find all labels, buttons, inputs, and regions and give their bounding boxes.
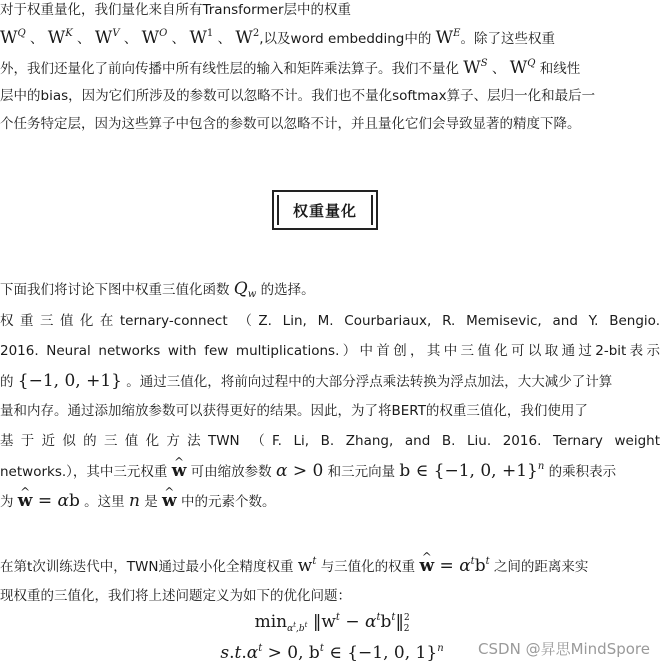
text-line: $W^Q$ 、 $W^K$ 、 $W^V$ 、 $W^O$ 、 $W^1$ 、 $W^2$,以及word embedding中的 $W^E$。除了这些权重 (0, 28, 555, 48)
text-line: 现权重的三值化，我们将上述问题定义为如下的优化问题： (0, 588, 351, 604)
math-ternary-set: {−1, 0, +1} (17, 371, 122, 391)
math-w-q: $W^Q$ (0, 28, 26, 48)
text-line: 外，我们还量化了前向传播中所有线性层的输入和矩阵乘法算子。我们不量化 $W^S$ 、 $W^Q$ 和线性 (0, 58, 581, 78)
text-line: 基于近似的三值化方法TWN （F. Li, B. Zhang, and B. Liu. 2016. Ternary weight (0, 433, 660, 449)
math-w-1: $W^1$ (189, 28, 214, 48)
text-line: 对于权重量化，我们量化来自所有Transformer层中的权重 (0, 2, 352, 18)
math-w-s: $W^S$ (463, 58, 488, 78)
section-heading-box (272, 190, 378, 230)
text-line: 层中的bias，因为它们所涉及的参数可以忽略不计。我们也不量化softmax算子、层归一化和最后一 (0, 88, 596, 104)
math-w-v: $W^V$ (94, 28, 120, 48)
text-line: 下面我们将讨论下图中权重三值化函数 $Q_w$ 的选择。 (0, 279, 315, 300)
math-w-hat-2: ^ w (162, 491, 177, 511)
section-heading: 权重量化 (277, 195, 373, 225)
text-line: 个任务特定层，因为这些算子中包含的参数可以忽略不计，并且量化它们会导致显著的精度下降。 (0, 116, 581, 132)
text-line: 的 {−1, 0, +1} 。通过三值化，将前向过程中的大部分浮点乘法转换为浮点加法，大大减少了计算 (0, 371, 613, 391)
math-w-hat-eq: ^ w = αb (18, 491, 80, 511)
math-w-o: $W^O$ (141, 28, 168, 48)
math-w-q-2: $W^Q$ (509, 58, 536, 78)
math-q-w: $Q_w$ (233, 279, 257, 300)
math-alpha-positive: α > 0 (275, 461, 324, 481)
paragraph-quantized-weights (0, 0, 660, 137)
text-line: 权重三值化在ternary-connect （Z. Lin, M. Courbariaux, R. Memisevic, and Y. Bengio. (0, 313, 660, 329)
math-w-t: $w^t$ (297, 556, 317, 576)
paragraph-twn-method (0, 306, 660, 516)
text-line: networks.），其中三元权重 ^ w 可由缩放参数 α > 0 和三元向量 b ∈ {−1, 0, +1}$^n$ 的乘积表示 (0, 456, 660, 486)
paragraph-optimization (0, 551, 660, 611)
math-w-hat-t: ^ $w = \alpha^tb^t$ (419, 556, 489, 576)
math-b-set: b ∈ {−1, 0, +1}$^n$ (399, 461, 545, 481)
formula-constraint: $s.t.\alpha^t > 0$, $b^t$ ∈ {−1, 0, 1}$^n$ (220, 643, 444, 663)
math-w-hat: ^ w (172, 461, 187, 481)
text-line: 为 ^ w = αb 。这里 n 是 ^ w 中的元素个数。 (0, 486, 660, 516)
formula-objective: $\min_{\alpha^t,b^t}$ $‖w^t$ − $\alpha^tb^t‖^2_2$ (254, 612, 410, 634)
math-w-2: $W^2$ (235, 28, 260, 48)
text-line: 2016. Neural networks with few multiplications.）中首创，其中三值化可以取通过2-bit表示 (0, 343, 660, 359)
math-n: n (128, 491, 140, 511)
text-line: 量和内存。通过添加缩放参数可以获得更好的结果。因此，为了将BERT的权重三值化，我们使用了 (0, 403, 588, 419)
math-w-e: $W^E$ (435, 28, 461, 48)
paragraph-ternarization-intro (0, 276, 660, 302)
watermark: CSDN @昇思MindSpore (478, 640, 650, 658)
text-line: 在第t次训练迭代中，TWN通过最小化全精度权重 $w^t$ 与三值化的权重 ^ $w = \alpha^tb^t$ 之间的距离来实 (0, 551, 660, 581)
math-w-k: $W^K$ (47, 28, 73, 48)
